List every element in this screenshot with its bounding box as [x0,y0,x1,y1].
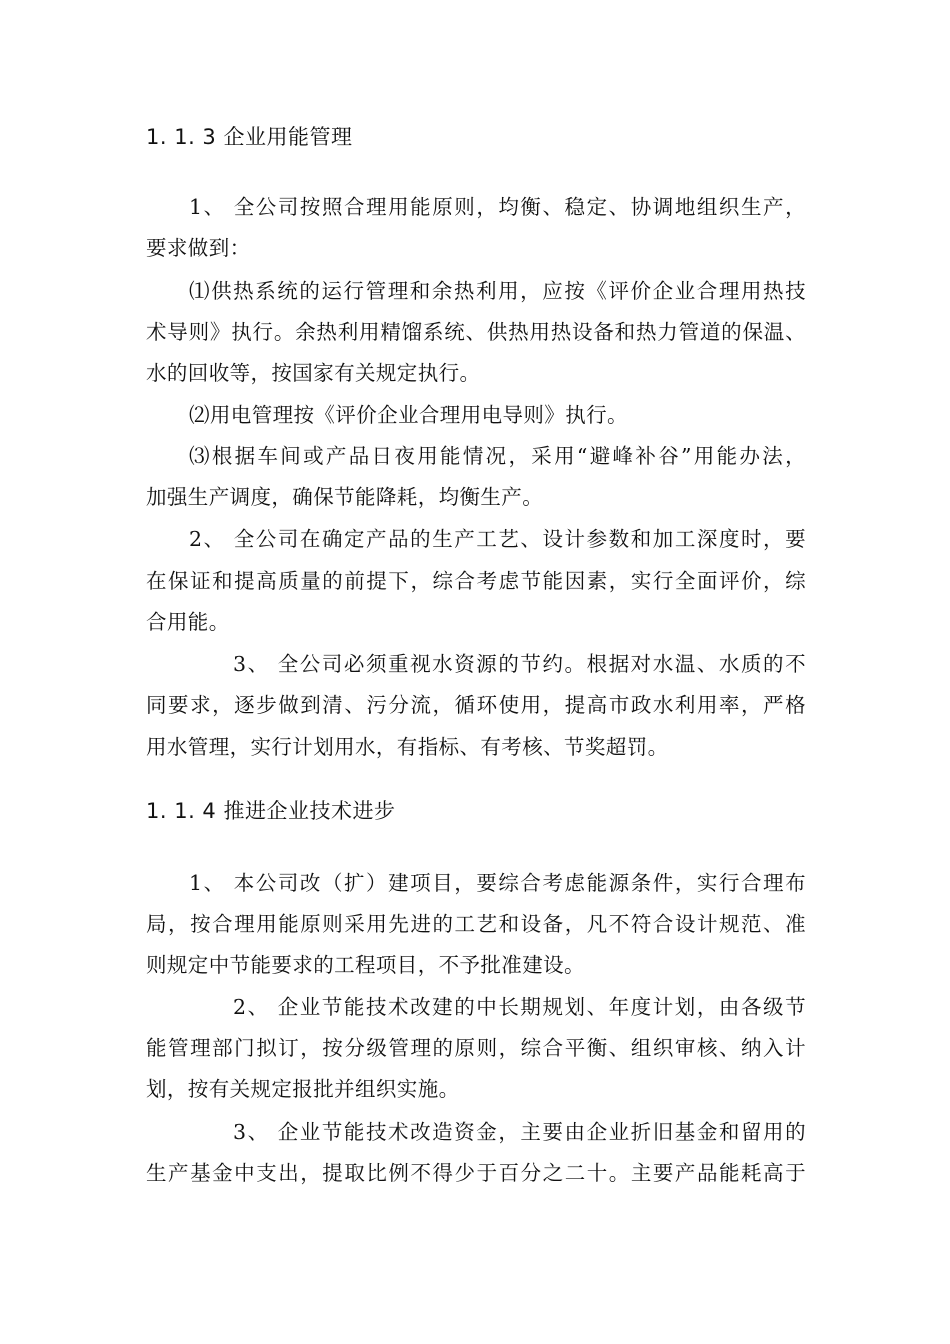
paragraph-line: 1、 全公司按照合理用能原则，均衡、稳定、协调地组织生产， [189,195,806,219]
paragraph-line: 术导则》执行。余热利用精馏系统、供热用热设备和热力管道的保温、 [146,320,806,344]
paragraph-line: 要求做到： [146,236,251,260]
paragraph-line: 局，按合理用能原则采用先进的工艺和设备，凡不符合设计规范、准 [146,912,806,936]
paragraph-line: 用水管理，实行计划用水，有指标、有考核、节奖超罚。 [146,735,669,759]
paragraph-line: ⑶根据车间或产品日夜用能情况，采用“避峰补谷”用能办法， [189,444,806,468]
paragraph-line: 2、 企业节能技术改建的中长期规划、年度计划，由各级节 [233,995,806,1019]
paragraph-line: 2、 全公司在确定产品的生产工艺、设计参数和加工深度时，要 [189,527,806,551]
paragraph-line: 加强生产调度，确保节能降耗，均衡生产。 [146,485,544,509]
section-heading: 1. 1. 4 推进企业技术进步 [146,799,396,823]
paragraph-line: ⑴供热系统的运行管理和余热利用，应按《评价企业合理用热技 [189,279,806,303]
paragraph-line: 3、 全公司必须重视水资源的节约。根据对水温、水质的不 [233,652,806,676]
paragraph-line: 1、 本公司改（扩）建项目，要综合考虑能源条件，实行合理布 [189,871,806,895]
paragraph-line: 3、 企业节能技术改造资金，主要由企业折旧基金和留用的 [233,1120,806,1144]
paragraph-line: 同要求，逐步做到清、污分流，循环使用，提高市政水利用率，严格 [146,693,806,717]
paragraph-line: 划，按有关规定报批并组织实施。 [146,1077,460,1101]
paragraph-line: 水的回收等，按国家有关规定执行。 [146,361,481,385]
section-heading: 1. 1. 3 企业用能管理 [146,125,353,149]
paragraph-line: 生产基金中支出，提取比例不得少于百分之二十。主要产品能耗高于 [146,1161,806,1185]
paragraph-line: 在保证和提高质量的前提下，综合考虑节能因素，实行全面评价，综 [146,569,806,593]
paragraph-line: 合用能。 [146,610,230,634]
paragraph-line: ⑵用电管理按《评价企业合理用电导则》执行。 [189,403,628,427]
paragraph-line: 能管理部门拟订，按分级管理的原则，综合平衡、组织审核、纳入计 [146,1036,806,1060]
paragraph-line: 则规定中节能要求的工程项目，不予批准建设。 [146,953,585,977]
